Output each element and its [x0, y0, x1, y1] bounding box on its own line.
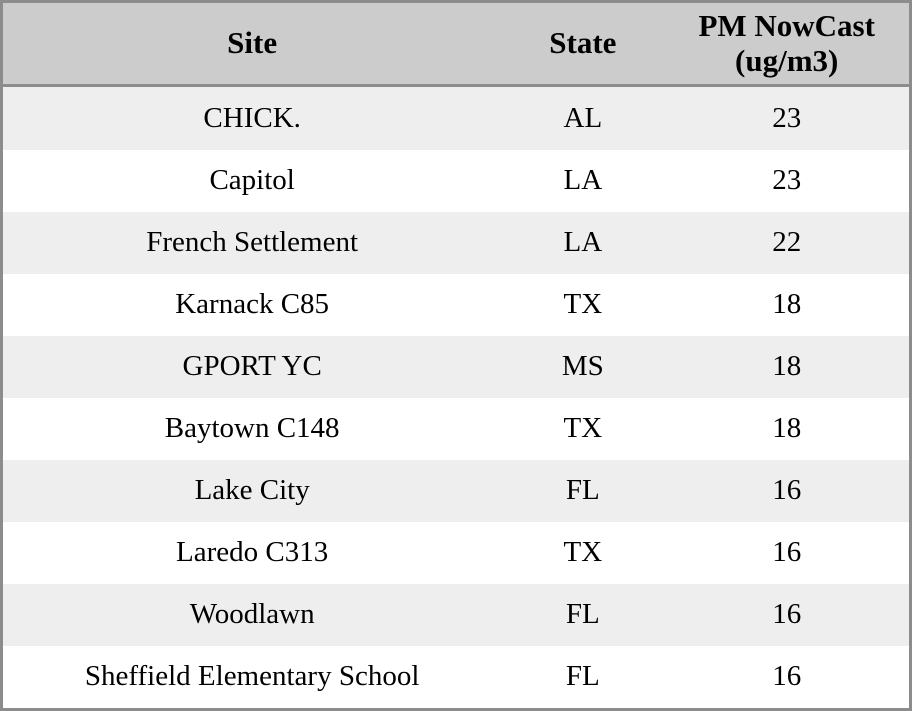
table-body — [3, 86, 909, 708]
cell-site: CHICK. — [3, 86, 501, 150]
cell-state: LA — [501, 150, 664, 212]
table-row — [3, 398, 909, 460]
cell-state: AL — [501, 86, 664, 150]
cell-site: Sheffield Elementary School — [3, 646, 501, 708]
cell-state: LA — [501, 212, 664, 274]
cell-pm-nowcast: 16 — [664, 460, 909, 522]
cell-pm-nowcast: 16 — [664, 522, 909, 584]
cell-state: FL — [501, 584, 664, 646]
table-row — [3, 274, 909, 336]
table-row — [3, 150, 909, 212]
table-row — [3, 646, 909, 708]
cell-state: FL — [501, 460, 664, 522]
cell-site: French Settlement — [3, 212, 501, 274]
table-row — [3, 212, 909, 274]
cell-site: GPORT YC — [3, 336, 501, 398]
cell-state: MS — [501, 336, 664, 398]
table-header-row — [3, 3, 909, 86]
cell-state: FL — [501, 646, 664, 708]
cell-site: Laredo C313 — [3, 522, 501, 584]
pm-nowcast-table — [3, 3, 909, 708]
table-row — [3, 460, 909, 522]
column-header-site: Site — [3, 3, 501, 86]
cell-site: Baytown C148 — [3, 398, 501, 460]
cell-site: Woodlawn — [3, 584, 501, 646]
cell-pm-nowcast: 16 — [664, 584, 909, 646]
column-header-pm-nowcast: PM NowCast (ug/m3) — [664, 3, 909, 86]
cell-site: Capitol — [3, 150, 501, 212]
table-row — [3, 584, 909, 646]
table-header — [3, 3, 909, 86]
cell-pm-nowcast: 16 — [664, 646, 909, 708]
cell-state: TX — [501, 398, 664, 460]
table-row — [3, 522, 909, 584]
cell-pm-nowcast: 23 — [664, 150, 909, 212]
cell-state: TX — [501, 522, 664, 584]
table-row — [3, 86, 909, 150]
cell-pm-nowcast: 22 — [664, 212, 909, 274]
cell-state: TX — [501, 274, 664, 336]
cell-site: Lake City — [3, 460, 501, 522]
cell-pm-nowcast: 18 — [664, 336, 909, 398]
column-header-state: State — [501, 3, 664, 86]
cell-pm-nowcast: 18 — [664, 398, 909, 460]
cell-site: Karnack C85 — [3, 274, 501, 336]
cell-pm-nowcast: 18 — [664, 274, 909, 336]
cell-pm-nowcast: 23 — [664, 86, 909, 150]
table-row — [3, 336, 909, 398]
